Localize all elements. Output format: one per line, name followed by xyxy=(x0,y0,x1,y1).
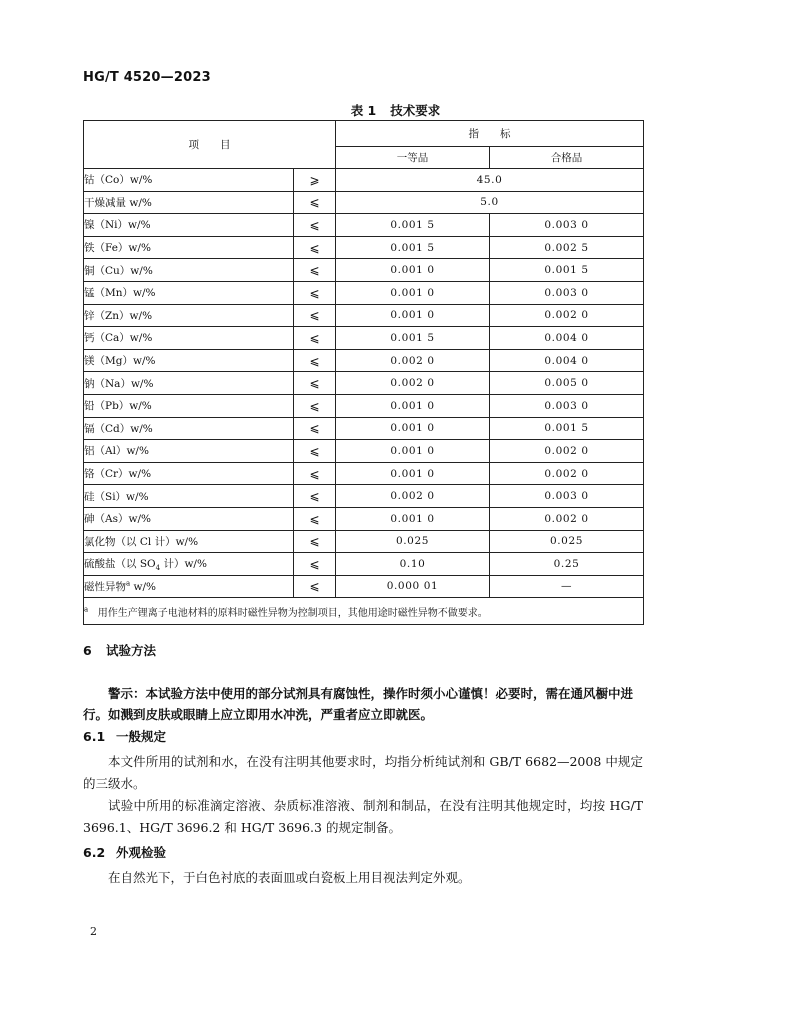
table-footnote xyxy=(84,598,644,625)
footnote-text: 用作生产锂离子电池材料的原料时磁性异物为控制项目，其他用途时磁性异物不做要求。 xyxy=(97,607,488,619)
row-value: 5.0 xyxy=(336,191,644,214)
table-row xyxy=(84,259,644,282)
row-grade1: 0.10 xyxy=(336,553,490,576)
row-grade1: 0.000 01 xyxy=(336,575,490,598)
row-relation: ⩽ xyxy=(294,327,336,350)
standard-code: HG/T 4520—2023 xyxy=(83,70,211,85)
row-grade1: 0.001 0 xyxy=(336,440,490,463)
row-qualified: 0.002 0 xyxy=(490,440,644,463)
table-row xyxy=(84,169,644,192)
row-relation: ⩽ xyxy=(294,462,336,485)
table-row xyxy=(84,372,644,395)
row-grade1: 0.001 5 xyxy=(336,214,490,237)
header-grade1: 一等品 xyxy=(336,147,490,169)
row-item-sulfate: 硫酸盐（以 $SO_4$ 计）w/% xyxy=(84,553,294,576)
page-number: 2 xyxy=(90,925,97,938)
appearance-paragraph: 在自然光下，于白色衬底的表面皿或白瓷板上用目视法判定外观。 xyxy=(108,870,471,885)
row-item-magnetic: 磁性异物$^a$ w/% xyxy=(84,575,294,598)
row-item: 铜（Cu）w/% xyxy=(84,259,294,282)
row-qualified: 0.003 0 xyxy=(490,485,644,508)
row-grade1: 0.001 0 xyxy=(336,462,490,485)
table-row xyxy=(84,575,644,598)
table-row xyxy=(84,327,644,350)
section-6-heading xyxy=(83,641,156,659)
table-row xyxy=(84,214,644,237)
row-value: 45.0 xyxy=(336,169,644,192)
row-grade1: 0.002 0 xyxy=(336,485,490,508)
row-relation: ⩽ xyxy=(294,485,336,508)
row-grade1: 0.001 5 xyxy=(336,327,490,350)
row-qualified: 0.002 0 xyxy=(490,304,644,327)
table-row xyxy=(84,304,644,327)
row-item: 硅（Si）w/% xyxy=(84,485,294,508)
section-6-1-heading xyxy=(83,727,166,745)
row-item: 钴（Co）w/% xyxy=(84,169,294,192)
header-qualified: 合格品 xyxy=(490,147,644,169)
row-item: 铅（Pb）w/% xyxy=(84,394,294,417)
row-relation: ⩽ xyxy=(294,281,336,304)
row-qualified: 0.25 xyxy=(490,553,644,576)
table-row xyxy=(84,485,644,508)
row-qualified: 0.003 0 xyxy=(490,281,644,304)
row-grade1: 0.002 0 xyxy=(336,372,490,395)
general-rules-paragraph-2: 试验中所用的标准滴定溶液、杂质标准溶液、制剂和制品，在没有注明其他规定时，均按 HG/T 3696.1、HG/T 3696.2 和 HG/T 3696.3 的规定制备。 xyxy=(83,798,643,835)
row-relation: ⩾ xyxy=(294,169,336,192)
row-item: 铬（Cr）w/% xyxy=(84,462,294,485)
section-number: 6 xyxy=(83,643,92,658)
table-row xyxy=(84,440,644,463)
row-qualified: 0.025 xyxy=(490,530,644,553)
general-rules-paragraph-1: 本文件所用的试剂和水，在没有注明其他要求时，均指分析纯试剂和 GB/T 6682—2008 中规定的三级水。 xyxy=(83,754,643,791)
row-relation: ⩽ xyxy=(294,440,336,463)
row-qualified: 0.001 5 xyxy=(490,417,644,440)
row-item: 铁（Fe）w/% xyxy=(84,236,294,259)
row-relation: ⩽ xyxy=(294,507,336,530)
row-qualified: 0.003 0 xyxy=(490,214,644,237)
row-relation: ⩽ xyxy=(294,304,336,327)
row-item: 钠（Na）w/% xyxy=(84,372,294,395)
row-grade1: 0.002 0 xyxy=(336,349,490,372)
table-number: 表 1 xyxy=(350,103,377,118)
row-qualified: 0.004 0 xyxy=(490,327,644,350)
row-relation: ⩽ xyxy=(294,417,336,440)
table-row xyxy=(84,553,644,576)
row-qualified: 0.004 0 xyxy=(490,349,644,372)
table-row xyxy=(84,417,644,440)
row-item: 铝（Al）w/% xyxy=(84,440,294,463)
row-relation: ⩽ xyxy=(294,530,336,553)
row-grade1: 0.001 0 xyxy=(336,417,490,440)
row-item: 镉（Cd）w/% xyxy=(84,417,294,440)
row-item: 砷（As）w/% xyxy=(84,507,294,530)
row-grade1: 0.001 0 xyxy=(336,304,490,327)
warning-paragraph: 警示：本试验方法中使用的部分试剂具有腐蚀性，操作时须小心谨慎！必要时，需在通风橱中进行。如溅到皮肤或眼睛上应立即用水冲洗，严重者应立即就医。 xyxy=(83,686,634,722)
row-qualified: 0.001 5 xyxy=(490,259,644,282)
row-relation: ⩽ xyxy=(294,214,336,237)
table-row xyxy=(84,281,644,304)
technical-requirements-table xyxy=(83,120,644,625)
table-row xyxy=(84,236,644,259)
row-qualified: — xyxy=(490,575,644,598)
row-item: 镁（Mg）w/% xyxy=(84,349,294,372)
row-grade1: 0.001 5 xyxy=(336,236,490,259)
row-qualified: 0.002 0 xyxy=(490,507,644,530)
section-number: 6.2 xyxy=(83,845,106,860)
row-qualified: 0.002 0 xyxy=(490,462,644,485)
row-grade1: 0.001 0 xyxy=(336,259,490,282)
header-indicator: 指 标 xyxy=(336,121,644,147)
footnote-mark: a xyxy=(84,605,89,614)
table-row xyxy=(84,507,644,530)
row-relation: ⩽ xyxy=(294,575,336,598)
row-relation: ⩽ xyxy=(294,191,336,214)
table-row xyxy=(84,530,644,553)
section-title: 一般规定 xyxy=(116,729,167,744)
row-item: 钙（Ca）w/% xyxy=(84,327,294,350)
row-relation: ⩽ xyxy=(294,394,336,417)
section-title: 试验方法 xyxy=(106,643,157,658)
row-item: 镍（Ni）w/% xyxy=(84,214,294,237)
row-relation: ⩽ xyxy=(294,553,336,576)
row-grade1: 0.001 0 xyxy=(336,507,490,530)
table-title xyxy=(0,101,791,119)
row-item: 锌（Zn）w/% xyxy=(84,304,294,327)
table-row xyxy=(84,349,644,372)
row-item: 氯化物（以 Cl 计）w/% xyxy=(84,530,294,553)
table-title-text: 技术要求 xyxy=(390,103,441,118)
row-relation: ⩽ xyxy=(294,372,336,395)
row-relation: ⩽ xyxy=(294,349,336,372)
table-row xyxy=(84,191,644,214)
section-number: 6.1 xyxy=(83,729,106,744)
row-qualified: 0.003 0 xyxy=(490,394,644,417)
row-item: 锰（Mn）w/% xyxy=(84,281,294,304)
row-grade1: 0.001 0 xyxy=(336,394,490,417)
row-qualified: 0.002 5 xyxy=(490,236,644,259)
section-6-2-heading xyxy=(83,843,166,861)
row-grade1: 0.025 xyxy=(336,530,490,553)
row-grade1: 0.001 0 xyxy=(336,281,490,304)
row-qualified: 0.005 0 xyxy=(490,372,644,395)
table-row xyxy=(84,462,644,485)
section-title: 外观检验 xyxy=(116,845,167,860)
table-row xyxy=(84,394,644,417)
row-relation: ⩽ xyxy=(294,236,336,259)
row-relation: ⩽ xyxy=(294,259,336,282)
row-item: 干燥减量 w/% xyxy=(84,191,294,214)
header-item: 项 目 xyxy=(84,121,336,169)
